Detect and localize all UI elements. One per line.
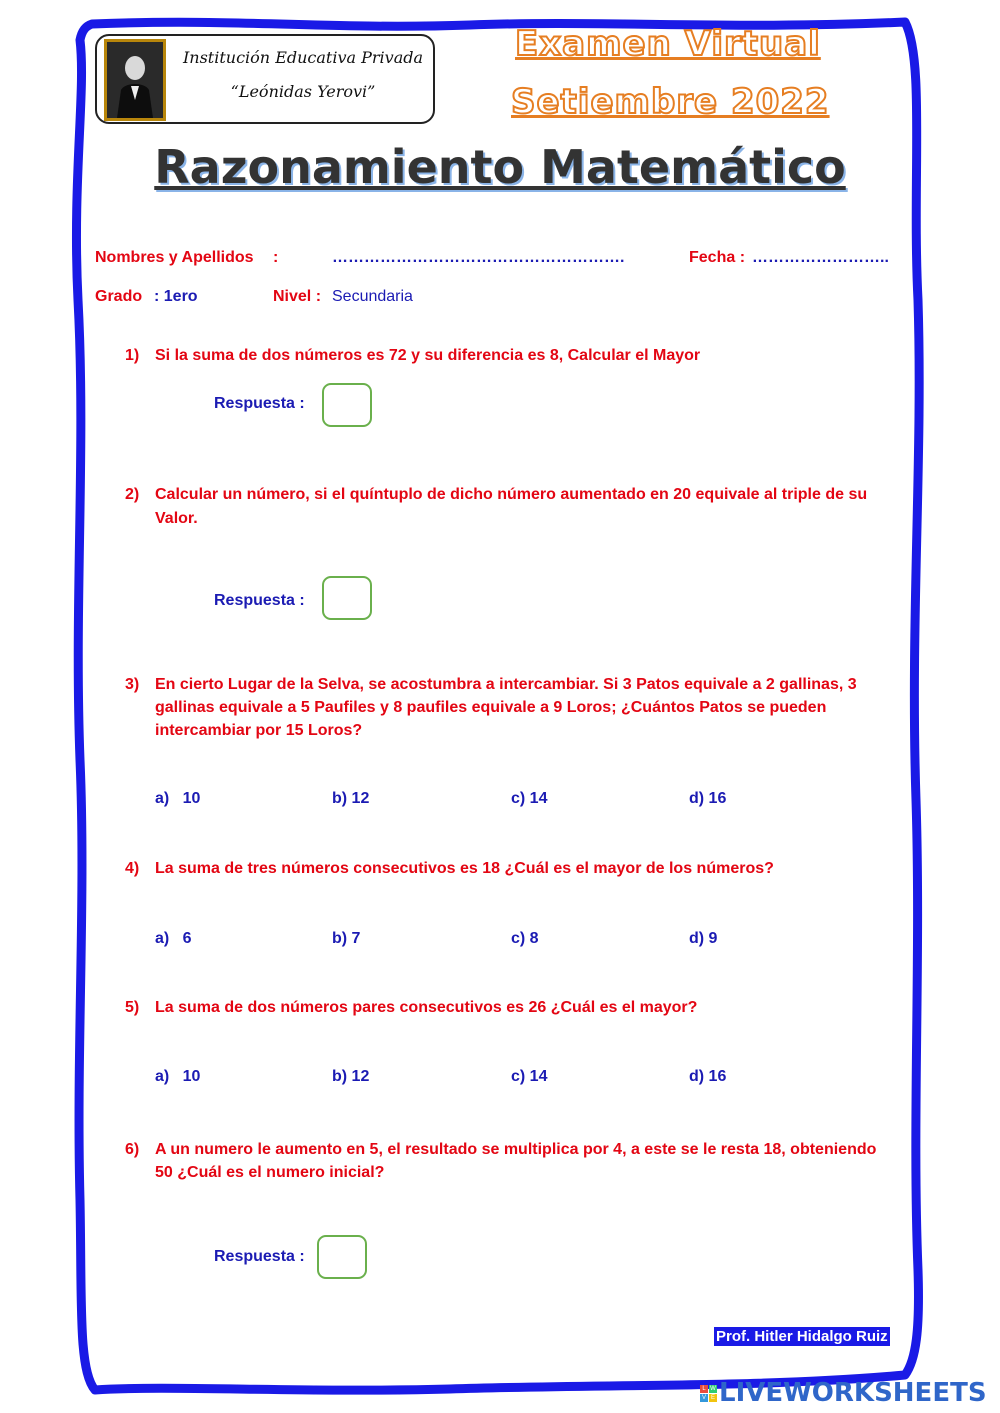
- name-field[interactable]: ……………………………………………….: [332, 249, 625, 266]
- question-4-option-b[interactable]: b) 7: [332, 930, 361, 947]
- answer-2-label: Respuesta :: [214, 592, 305, 609]
- question-5-option-c[interactable]: c) 14: [511, 1068, 548, 1085]
- question-4-option-c[interactable]: c) 8: [511, 930, 539, 947]
- answer-6-label: Respuesta :: [214, 1248, 305, 1265]
- school-header: [95, 34, 435, 124]
- level-label: Nivel :: [273, 288, 322, 305]
- question-2-text-line1: Calcular un número, si el quíntuplo de dicho número aumentado en 20 equivale al triple de su: [155, 486, 868, 503]
- question-6-number: 6): [125, 1141, 140, 1158]
- question-6-text-line2: 50 ¿Cuál es el numero inicial?: [155, 1164, 385, 1181]
- question-3-option-c[interactable]: c) 14: [511, 790, 548, 807]
- date-label: Fecha :: [689, 249, 746, 266]
- question-4-option-d[interactable]: d) 9: [689, 930, 718, 947]
- school-name-line1: Institución Educativa Privada: [182, 48, 424, 67]
- person-silhouette-icon: [107, 42, 163, 118]
- question-5-option-d[interactable]: d) 16: [689, 1068, 727, 1085]
- name-label: Nombres y Apellidos: [95, 249, 254, 266]
- school-name-line2: “Leónidas Yerovi”: [230, 82, 376, 101]
- liveworksheets-logo-icon: L W V E: [701, 1385, 716, 1401]
- answer-2-box[interactable]: [322, 576, 372, 620]
- question-3-text-line3: intercambiar por 15 Loros?: [155, 722, 363, 739]
- question-4-number: 4): [125, 860, 140, 877]
- question-5-number: 5): [125, 999, 140, 1016]
- question-3-option-d[interactable]: d) 16: [689, 790, 727, 807]
- question-2-text-line2: Valor.: [155, 510, 198, 527]
- grade-value: : 1ero: [154, 288, 198, 305]
- question-6-text-line1: A un numero le aumento en 5, el resultado se multiplica por 4, a este se le resta 18, obteniendo: [155, 1141, 877, 1158]
- teacher-name: Prof. Hitler Hidalgo Ruiz: [716, 1328, 888, 1345]
- question-3-option-b[interactable]: b) 12: [332, 790, 370, 807]
- answer-1-box[interactable]: [322, 383, 372, 427]
- question-3-number: 3): [125, 676, 140, 693]
- question-4-option-a[interactable]: a) 6: [155, 930, 192, 947]
- date-field[interactable]: ……………………..: [752, 249, 889, 266]
- exam-title-line1: Examen Virtual: [515, 24, 821, 64]
- question-4-text: La suma de tres números consecutivos es 18 ¿Cuál es el mayor de los números?: [155, 860, 774, 877]
- question-1-text: Si la suma de dos números es 72 y su diferencia es 8, Calcular el Mayor: [155, 347, 701, 364]
- question-3-option-a[interactable]: a) 10: [155, 790, 201, 807]
- level-value: Secundaria: [332, 288, 413, 305]
- liveworksheets-text: LIVEWORKSHEETS: [719, 1378, 987, 1408]
- question-3-text-line1: En cierto Lugar de la Selva, se acostumbra a intercambiar. Si 3 Patos equivale a 2 gallinas, 3: [155, 676, 857, 693]
- question-5-option-b[interactable]: b) 12: [332, 1068, 370, 1085]
- liveworksheets-watermark: [700, 1378, 987, 1408]
- name-colon: :: [273, 249, 279, 266]
- exam-title-line2: Setiembre 2022: [511, 82, 830, 122]
- question-5-text: La suma de dos números pares consecutivos es 26 ¿Cuál es el mayor?: [155, 999, 698, 1016]
- question-1-number: 1): [125, 347, 140, 364]
- answer-1-label: Respuesta :: [214, 395, 305, 412]
- answer-6-box[interactable]: [317, 1235, 367, 1279]
- grade-label: Grado: [95, 288, 143, 305]
- page-title: Razonamiento Matemático: [154, 140, 846, 194]
- question-5-option-a[interactable]: a) 10: [155, 1068, 201, 1085]
- question-2-number: 2): [125, 486, 140, 503]
- portrait-photo: [104, 39, 166, 121]
- question-3-text-line2: gallinas equivale a 5 Paufiles y 8 paufiles equivale a 9 Loros; ¿Cuántos Patos se pueden: [155, 699, 827, 716]
